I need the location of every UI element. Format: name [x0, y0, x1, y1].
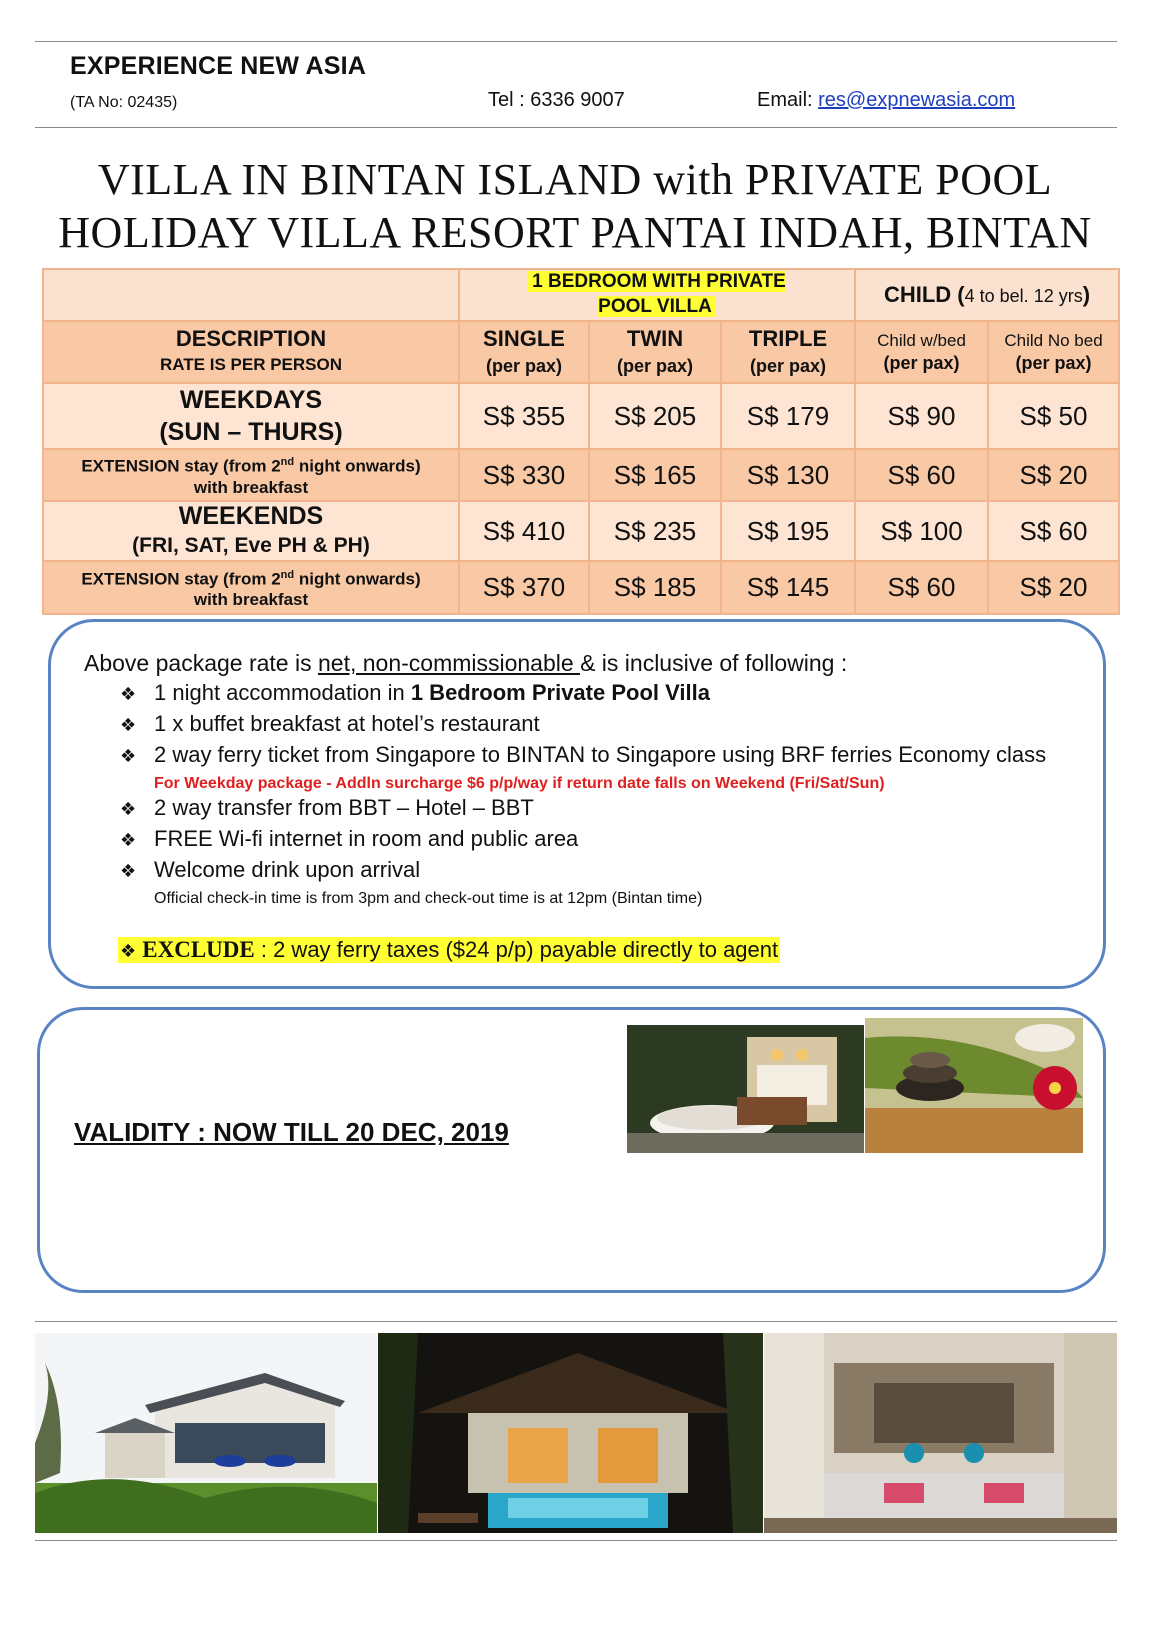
col-header-child-no-bed	[988, 321, 1119, 383]
ext-text: EXTENSION stay (from 2	[81, 569, 281, 589]
description-label: DESCRIPTION	[175, 326, 327, 351]
price-cell: S$ 370	[459, 561, 589, 614]
diamond-bullet-icon: ❖	[120, 715, 137, 735]
row-label: WEEKENDS	[178, 502, 324, 530]
top-rule	[35, 41, 1117, 42]
price-cell: S$ 330	[459, 449, 589, 501]
pool-villa-illustration	[378, 1333, 763, 1533]
checkin-note: Official check-in time is from 3pm and check-out time is at 12pm (Bintan time)	[154, 890, 703, 907]
col-header-triple	[721, 321, 855, 383]
price-cell: S$ 195	[721, 501, 855, 561]
exclude-line	[118, 937, 780, 963]
table-row-weekend-extension	[43, 561, 1119, 614]
price-cell: S$ 179	[721, 383, 855, 449]
price-cell: S$ 60	[855, 561, 988, 614]
col-header-single	[459, 321, 589, 383]
table-row-weekday-extension	[43, 449, 1119, 501]
villa-bathroom-photo	[627, 1025, 864, 1153]
validity-text: VALIDITY : NOW TILL 20 DEC, 2019	[74, 1117, 509, 1147]
row-label: WEEKDAYS	[179, 386, 323, 414]
exclude-label: EXCLUDE	[142, 937, 255, 962]
email-label: Email:	[757, 89, 813, 111]
intro-underlined: net, non-commissionable	[317, 650, 581, 676]
col-label: Child w/bed	[877, 330, 966, 350]
list-item-text: Welcome drink upon arrival	[154, 857, 421, 882]
ext-sup: nd	[280, 568, 295, 581]
list-item	[120, 680, 710, 706]
empty-header-cell	[43, 269, 459, 321]
photo-strip-top-rule	[35, 1321, 1117, 1322]
ext-breakfast: with breakfast	[193, 477, 309, 497]
list-item	[120, 742, 1046, 768]
telephone: Tel : 6336 9007	[488, 89, 625, 111]
list-item	[120, 857, 420, 883]
table-row-weekdays	[43, 383, 1119, 449]
price-cell: S$ 60	[988, 501, 1119, 561]
col-header-twin	[589, 321, 721, 383]
table-row-weekends	[43, 501, 1119, 561]
row-label-extension	[43, 449, 459, 501]
room-type-header	[459, 269, 855, 321]
child-age-range: 4 to bel. 12 yrs	[964, 286, 1083, 306]
rate-per-person-label: RATE IS PER PERSON	[160, 355, 342, 374]
ext-text: night onwards)	[294, 569, 421, 589]
list-item-text: 2 way ferry ticket from Singapore to BINTAN to Singapore using BRF ferries Economy class	[154, 742, 1047, 767]
description-header	[43, 321, 459, 383]
weekday-surcharge-note: For Weekday package - Addln surcharge $6 p/p/way if return date falls on Weekend (Fri/Sat/Sun)	[154, 775, 885, 792]
list-item-text: FREE Wi-fi internet in room and public area	[154, 826, 579, 851]
price-cell: S$ 165	[589, 449, 721, 501]
spa-stones-photo	[865, 1018, 1083, 1153]
child-header	[855, 269, 1119, 321]
row-sublabel: (SUN – THURS)	[159, 418, 343, 446]
ta-number: (TA No: 02435)	[70, 94, 178, 111]
diamond-bullet-icon: ❖	[120, 684, 137, 704]
diamond-bullet-icon: ❖	[120, 746, 137, 766]
child-header-close: )	[1082, 282, 1091, 307]
col-sub: (per pax)	[883, 352, 960, 373]
header-rule	[35, 127, 1117, 128]
list-item-text: 1 x buffet breakfast at hotel’s restaurant	[154, 711, 540, 736]
living-room-illustration	[764, 1333, 1117, 1533]
inclusions-intro	[84, 650, 847, 677]
price-cell: S$ 50	[988, 383, 1119, 449]
bottom-rule	[35, 1540, 1117, 1541]
col-sub: (per pax)	[749, 355, 827, 376]
list-item-text: 1 night accommodation in	[154, 680, 411, 705]
villa-living-room-photo	[764, 1333, 1117, 1533]
price-cell: S$ 90	[855, 383, 988, 449]
exclude-text: : 2 way ferry taxes ($24 p/p) payable directly to agent	[260, 937, 779, 962]
ext-sup: nd	[280, 456, 295, 469]
col-sub: (per pax)	[485, 355, 563, 376]
price-cell: S$ 410	[459, 501, 589, 561]
price-cell: S$ 100	[855, 501, 988, 561]
price-cell: S$ 130	[721, 449, 855, 501]
price-cell: S$ 60	[855, 449, 988, 501]
email-block	[757, 89, 1015, 112]
price-cell: S$ 235	[589, 501, 721, 561]
col-label: TRIPLE	[748, 325, 828, 351]
rates-table	[42, 268, 1120, 615]
email-link[interactable]: res@expnewasia.com	[818, 89, 1016, 111]
list-item	[120, 826, 578, 852]
intro-text: Above package rate is	[84, 650, 318, 676]
intro-text-end: & is inclusive of following :	[580, 650, 848, 676]
price-cell: S$ 20	[988, 561, 1119, 614]
price-cell: S$ 145	[721, 561, 855, 614]
spa-stones-illustration	[865, 1018, 1083, 1153]
list-item	[120, 795, 534, 821]
price-cell: S$ 185	[589, 561, 721, 614]
list-item	[120, 711, 540, 737]
row-sublabel: (FRI, SAT, Eve PH & PH)	[132, 534, 370, 557]
resort-exterior-illustration	[35, 1333, 377, 1533]
ext-text: night onwards)	[294, 456, 421, 476]
row-label-weekdays	[43, 383, 459, 449]
diamond-bullet-icon: ❖	[120, 830, 137, 850]
col-label: Child No bed	[1004, 330, 1103, 350]
page-title-line-2: HOLIDAY VILLA RESORT PANTAI INDAH, BINTAN	[58, 208, 1092, 257]
diamond-bullet-icon: ❖	[120, 799, 137, 819]
ext-text: EXTENSION stay (from 2	[81, 456, 281, 476]
col-label: TWIN	[626, 325, 684, 351]
page-title-line-1: VILLA IN BINTAN ISLAND with PRIVATE POOL	[97, 155, 1053, 204]
company-name: EXPERIENCE NEW ASIA	[70, 52, 366, 80]
diamond-bullet-icon: ❖	[120, 941, 137, 961]
pool-villa-photo	[378, 1333, 763, 1533]
resort-exterior-photo	[35, 1333, 377, 1533]
diamond-bullet-icon: ❖	[120, 861, 137, 881]
list-item-text: 2 way transfer from BBT – Hotel – BBT	[154, 795, 534, 820]
col-sub: (per pax)	[616, 355, 694, 376]
row-label-extension	[43, 561, 459, 614]
child-header-label: CHILD (	[883, 282, 965, 307]
price-cell: S$ 355	[459, 383, 589, 449]
col-sub: (per pax)	[1015, 352, 1092, 373]
row-label-weekends	[43, 501, 459, 561]
room-type-label: 1 BEDROOM WITH PRIVATE POOL VILLA	[528, 271, 786, 317]
col-header-child-with-bed	[855, 321, 988, 383]
bathroom-illustration	[627, 1025, 864, 1153]
col-label: SINGLE	[483, 325, 565, 351]
price-cell: S$ 205	[589, 383, 721, 449]
ext-breakfast: with breakfast	[193, 590, 309, 610]
list-item-bold: 1 Bedroom Private Pool Villa	[410, 680, 710, 705]
price-cell: S$ 20	[988, 449, 1119, 501]
